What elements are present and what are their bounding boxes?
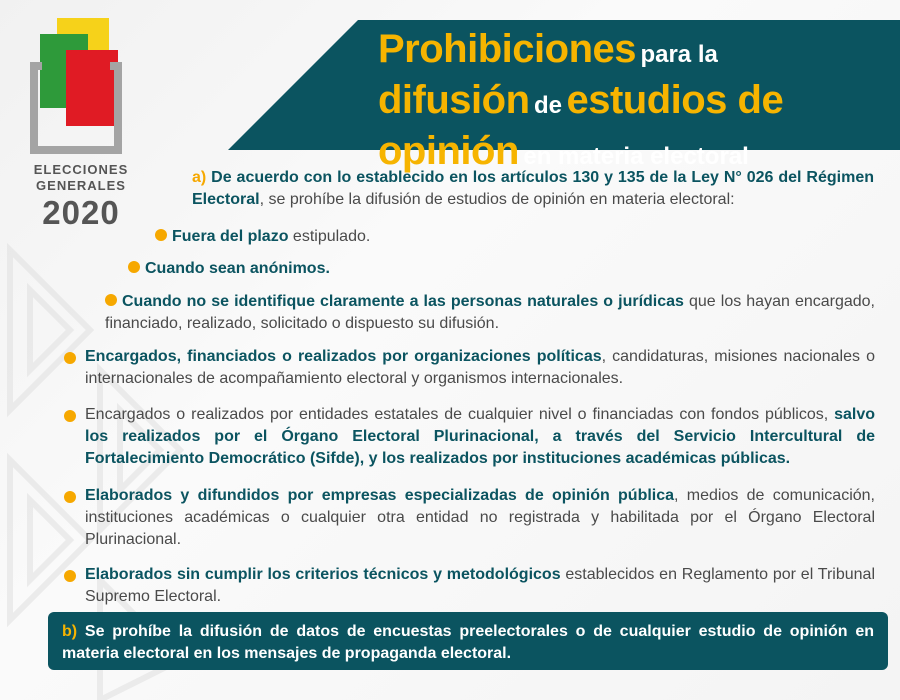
- list-item: [85, 346, 875, 390]
- logo-line-2: GENERALES: [36, 178, 126, 193]
- bullet-icon: [64, 352, 76, 364]
- section-a-letter: a): [192, 169, 207, 186]
- section-a-bold: De acuerdo con lo establecido en los artículos 130 y 135 de la Ley N° 026 del Régimen Electoral: [192, 169, 874, 208]
- section-a-rest: , se prohíbe la difusión de estudios de opinión en materia electoral:: [259, 191, 735, 208]
- list-item: [85, 485, 875, 551]
- title-word-difusion: difusión: [378, 78, 530, 122]
- item-text: que los hayan encargado, financiado, realizado, solicitado o dispuesto su difusión.: [105, 293, 876, 332]
- section-a: [192, 167, 874, 211]
- title-word-opinion: opinión: [378, 129, 519, 173]
- title-word-estudios-de: estudios de: [566, 78, 784, 122]
- item-text: estipulado.: [288, 228, 371, 245]
- item-bold: Elaborados sin cumplir los criterios técnicos y metodológicos: [85, 566, 561, 583]
- logo-line-1: ELECCIONES: [33, 162, 129, 177]
- bullet-icon: [64, 570, 76, 582]
- item-bold: Cuando sean anónimos.: [145, 260, 330, 277]
- bullet-icon: [128, 261, 140, 273]
- section-b: [62, 621, 874, 665]
- item-text: establecidos en Reglamento por el Tribunal Supremo Electoral.: [85, 566, 875, 605]
- bullet-icon: [64, 410, 76, 422]
- title-word-de: de: [533, 92, 562, 119]
- bullet-icon: [105, 294, 117, 306]
- list-item: [105, 291, 875, 335]
- bullet-icon: [155, 229, 167, 241]
- section-b-text: Se prohíbe la difusión de datos de encuestas preelectorales o de cualquier estudio de opinión en materia electoral en los mensajes de propaganda electoral.: [62, 623, 874, 662]
- list-item: [155, 226, 875, 248]
- logo-year: 2020: [42, 194, 120, 231]
- list-item: [85, 564, 875, 608]
- list-item: [128, 258, 868, 280]
- item-text-pre: Encargados o realizados por entidades estatales de cualquier nivel o financiadas con fondos públicos,: [85, 406, 835, 423]
- title-word-para-la: para la: [640, 41, 718, 68]
- item-bold: Encargados, financiados o realizados por organizaciones políticas: [85, 348, 602, 365]
- item-text: , medios de comunicación, instituciones académicas o cualquier otra entidad no registrada y habilitada por el Órgano Electoral Plurinacional.: [85, 487, 875, 548]
- list-item: [85, 404, 875, 470]
- title-word-en-materia-electoral: en materia electoral: [523, 143, 749, 170]
- title-word-prohibiciones: Prohibiciones: [378, 27, 636, 71]
- item-bold: Fuera del plazo: [172, 228, 289, 245]
- item-text: , candidaturas, misiones nacionales o internacionales de acompañamiento electoral y organismos internacionales.: [85, 348, 875, 387]
- bullet-icon: [64, 491, 76, 503]
- item-bold: salvo los realizados por el Órgano Electoral Plurinacional, a través del Servicio Intercultural de Fortalecimiento Democrático (Sifde), y los realizados por instituciones académicas públicas.: [85, 406, 875, 467]
- item-bold: Cuando no se identifique claramente a las personas naturales o jurídicas: [122, 293, 684, 310]
- item-bold: Elaborados y difundidos por empresas especializadas de opinión pública: [85, 487, 675, 504]
- section-b-letter: b): [62, 623, 78, 640]
